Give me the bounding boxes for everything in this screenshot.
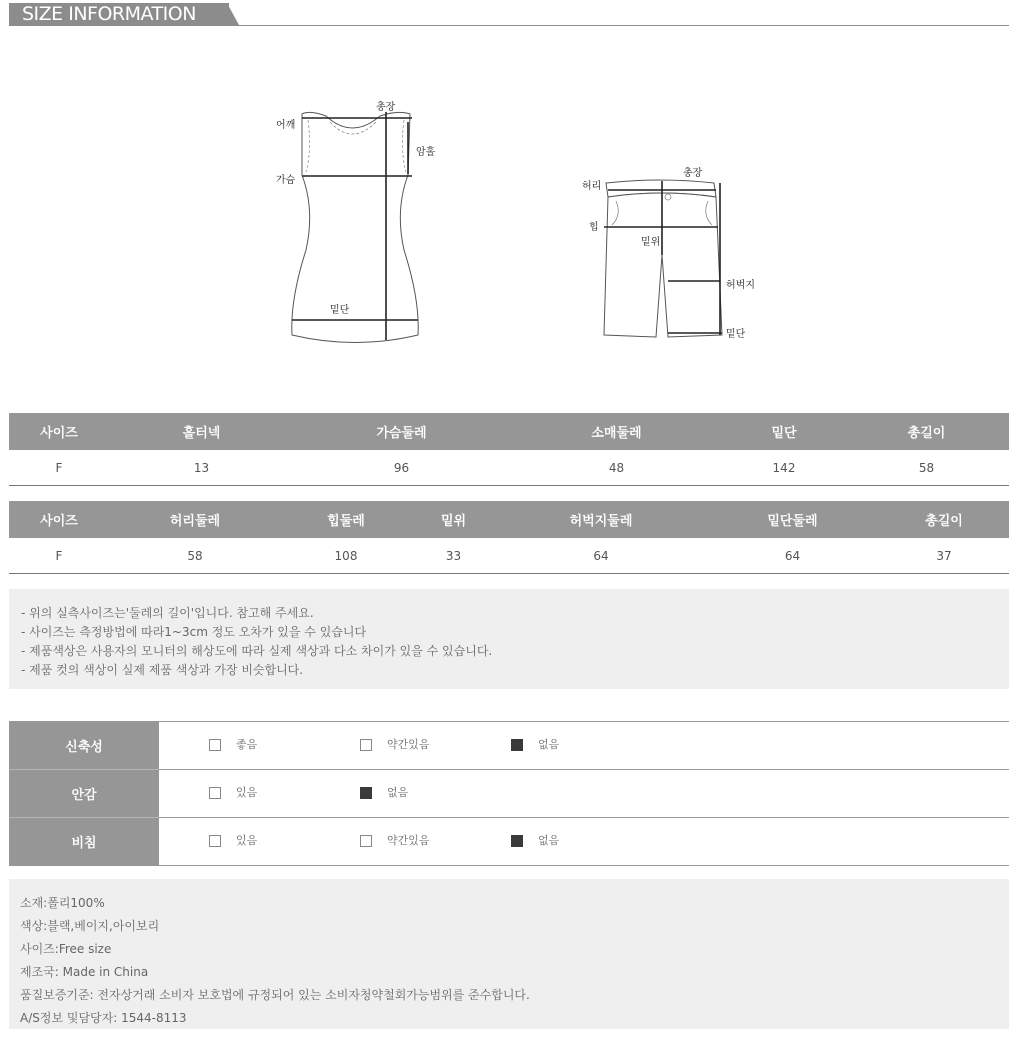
option-item: 약간있음 (360, 834, 430, 848)
table-header-row (9, 413, 1009, 450)
diagram-label-thigh: 허벅지 (726, 280, 755, 291)
table-header-cell: 총길이 (879, 501, 1009, 538)
section-title: SIZE INFORMATION (22, 3, 196, 25)
diagram-label-top-length: 총장 (376, 102, 396, 113)
checkbox (209, 739, 221, 751)
attribute-label: 신축성 (9, 722, 159, 770)
table-row (9, 538, 1009, 574)
option-item: 있음 (209, 834, 257, 848)
table-header-cell: 밑단 (724, 413, 844, 450)
table-header-cell: 홀터넥 (109, 413, 294, 450)
note-line: - 사이즈는 측정방법에 따라1~3cm 정도 오차가 있을 수 있습니다 (21, 625, 367, 639)
option-item: 없음 (511, 738, 559, 752)
table-header-cell: 밑위 (411, 501, 496, 538)
pants-illustration (598, 175, 728, 345)
attribute-row-lining (9, 770, 1009, 818)
section-header (9, 0, 1009, 26)
top-garment-illustration (280, 100, 430, 350)
info-as-contact: A/S정보 및담당자: 1544-8113 (20, 1011, 187, 1025)
table-cell: 108 (281, 538, 411, 574)
checkbox (360, 835, 372, 847)
diagram-label-top-hem: 밑단 (330, 305, 350, 316)
fabric-attributes-table (9, 721, 1009, 866)
table-cell: 48 (509, 450, 724, 486)
table-cell: 142 (724, 450, 844, 486)
table-row (9, 450, 1009, 486)
table-cell: 64 (706, 538, 879, 574)
attribute-row-sheerness (9, 818, 1009, 866)
table-cell: 37 (879, 538, 1009, 574)
info-quality-guarantee: 품질보증기준: 전자상거래 소비자 보호법에 규정되어 있는 소비자청약철회가능범위를 준수합니다. (20, 988, 530, 1002)
option-item: 있음 (209, 786, 257, 800)
option-item: 좋음 (209, 738, 257, 752)
table-header-row (9, 501, 1009, 538)
attribute-label: 비침 (9, 818, 159, 866)
diagram-label-waist: 허리 (582, 181, 602, 192)
diagram-label-hip: 힙 (589, 222, 599, 233)
note-line: - 제품 컷의 색상이 실제 제품 색상과 가장 비슷합니다. (21, 663, 304, 677)
checkbox (209, 835, 221, 847)
table-header-cell: 총길이 (844, 413, 1009, 450)
checkbox (360, 739, 372, 751)
info-material: 소재:폴리100% (20, 896, 105, 910)
table-header-cell: 사이즈 (9, 413, 109, 450)
checkbox-checked (511, 835, 523, 847)
option-item: 약간있음 (360, 738, 430, 752)
table-header-cell: 소매둘레 (509, 413, 724, 450)
table-cell: F (9, 450, 109, 486)
checkbox-checked (360, 787, 372, 799)
table-cell: F (9, 538, 109, 574)
top-size-table (9, 413, 1009, 486)
diagram-label-pants-hem: 밑단 (726, 329, 746, 340)
header-divider (9, 25, 1009, 26)
attribute-row-stretch (9, 722, 1009, 770)
bottom-size-table (9, 501, 1009, 574)
table-cell: 58 (109, 538, 281, 574)
table-cell: 33 (411, 538, 496, 574)
table-header-cell: 사이즈 (9, 501, 109, 538)
diagram-label-armhole: 암홀 (416, 147, 436, 158)
table-header-cell: 가슴둘레 (294, 413, 509, 450)
table-header-cell: 허리둘레 (109, 501, 281, 538)
table-header-cell: 허벅지둘레 (496, 501, 706, 538)
checkbox (209, 787, 221, 799)
diagram-label-shoulder: 어깨 (276, 120, 296, 131)
diagram-label-pants-length: 총장 (683, 168, 703, 179)
table-cell: 96 (294, 450, 509, 486)
diagram-label-chest: 가슴 (276, 175, 296, 186)
product-info (9, 879, 1009, 1029)
note-line: - 제품색상은 사용자의 모니터의 해상도에 따라 실제 색상과 다소 차이가 있을 수 있습니다. (21, 644, 493, 658)
info-size: 사이즈:Free size (20, 942, 112, 956)
size-diagram (0, 90, 1024, 360)
table-cell: 58 (844, 450, 1009, 486)
attribute-label: 안감 (9, 770, 159, 818)
size-notes (9, 589, 1009, 689)
info-origin: 제조국: Made in China (20, 965, 149, 979)
diagram-label-rise: 밑위 (641, 237, 661, 248)
option-item: 없음 (360, 786, 408, 800)
note-line: - 위의 실측사이즈는'둘레의 길이'입니다. 참고해 주세요. (21, 606, 314, 620)
table-header-cell: 밑단둘레 (706, 501, 879, 538)
info-colors: 색상:블랙,베이지,아이보리 (20, 919, 160, 933)
table-cell: 64 (496, 538, 706, 574)
table-header-cell: 힙둘레 (281, 501, 411, 538)
table-cell: 13 (109, 450, 294, 486)
option-item: 없음 (511, 834, 559, 848)
checkbox-checked (511, 739, 523, 751)
